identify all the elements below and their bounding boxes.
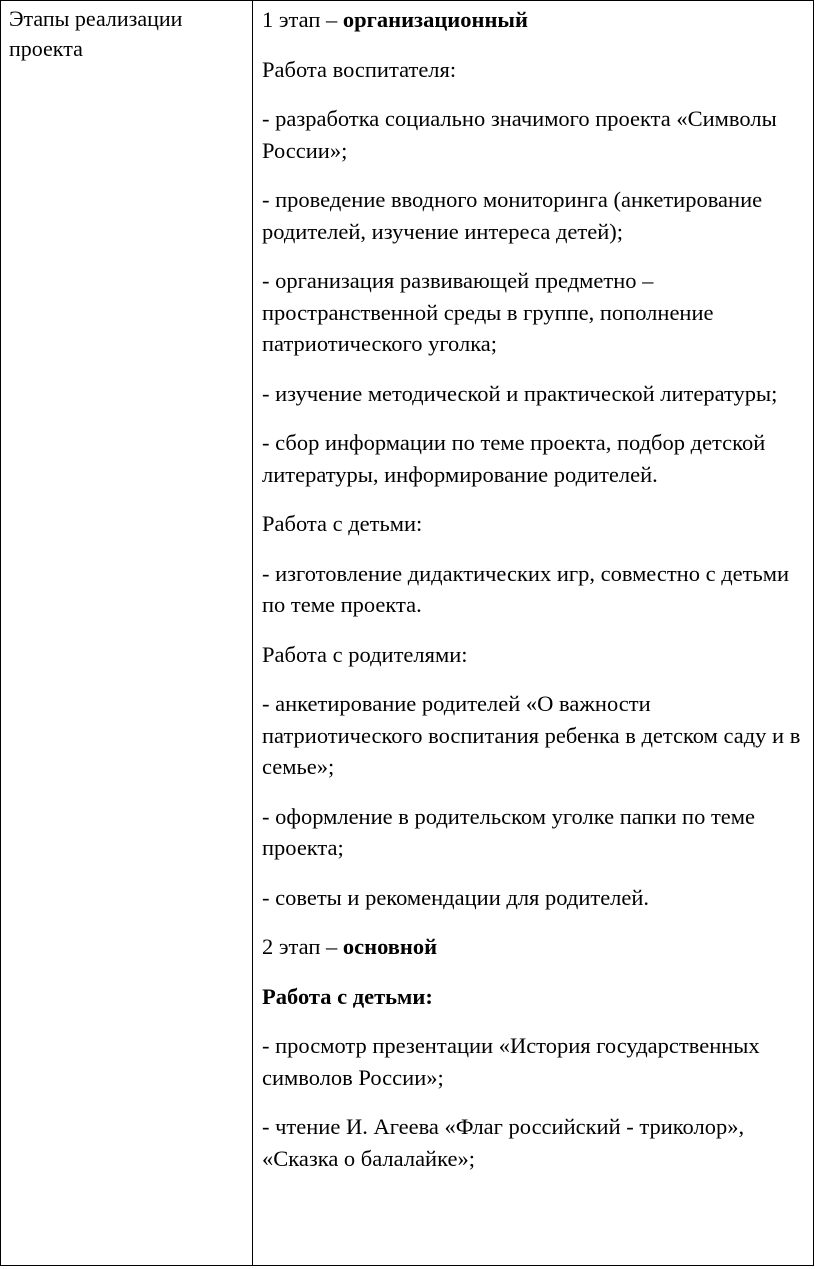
stage2-children-heading [262,981,807,1013]
stage2-heading [262,931,807,963]
list-item: - сбор информации по теме проекта, подбор детской литературы, информирование родителей. [262,430,766,487]
list-item: - разработка социально значимого проекта «Символы России»; [262,106,777,163]
stage1-prefix: 1 этап – [262,7,343,32]
list-item: - советы и рекомендации для родителей. [262,884,650,910]
list-item: - чтение И. Агеева «Флаг российский - триколор», «Сказка о балалайке»; [262,1114,745,1171]
list-item: - изучение методической и практической литературы; [262,380,778,406]
stage2-children-heading-text: Работа с детьми: [262,983,433,1009]
stages-content [253,1,813,1174]
stage1-teacher-heading: Работа воспитателя: [262,56,457,82]
list-item: - организация развивающей предметно – пространственной среды в группе, пополнение патриотического уголка; [262,268,714,356]
stage1-children-heading: Работа с детьми: [262,511,423,536]
stages-label: Этапы реализации проекта [9,6,183,61]
stages-label-cell [1,1,253,1266]
stages-content-cell [253,1,814,1266]
stage1-heading [262,4,807,36]
stage1-parents-heading: Работа с родителями: [262,641,468,667]
list-item: - проведение вводного мониторинга (анкетирование родителей, изучение интереса детей); [262,187,763,244]
stage2-title: основной [342,934,438,959]
list-item: - изготовление дидактических игр, совместно с детьми по теме проекта. [262,560,790,617]
list-item: - анкетирование родителей «О важности патриотического воспитания ребенка в детском саду и в семье»; [262,691,801,779]
table-row [1,1,814,1266]
stage1-title: организационный [342,7,528,32]
list-item: - просмотр презентации «История государственных символов России»; [262,1033,760,1090]
stage2-prefix: 2 этап – [262,934,343,959]
list-item: - оформление в родительском уголке папки по теме проекта; [262,803,756,860]
